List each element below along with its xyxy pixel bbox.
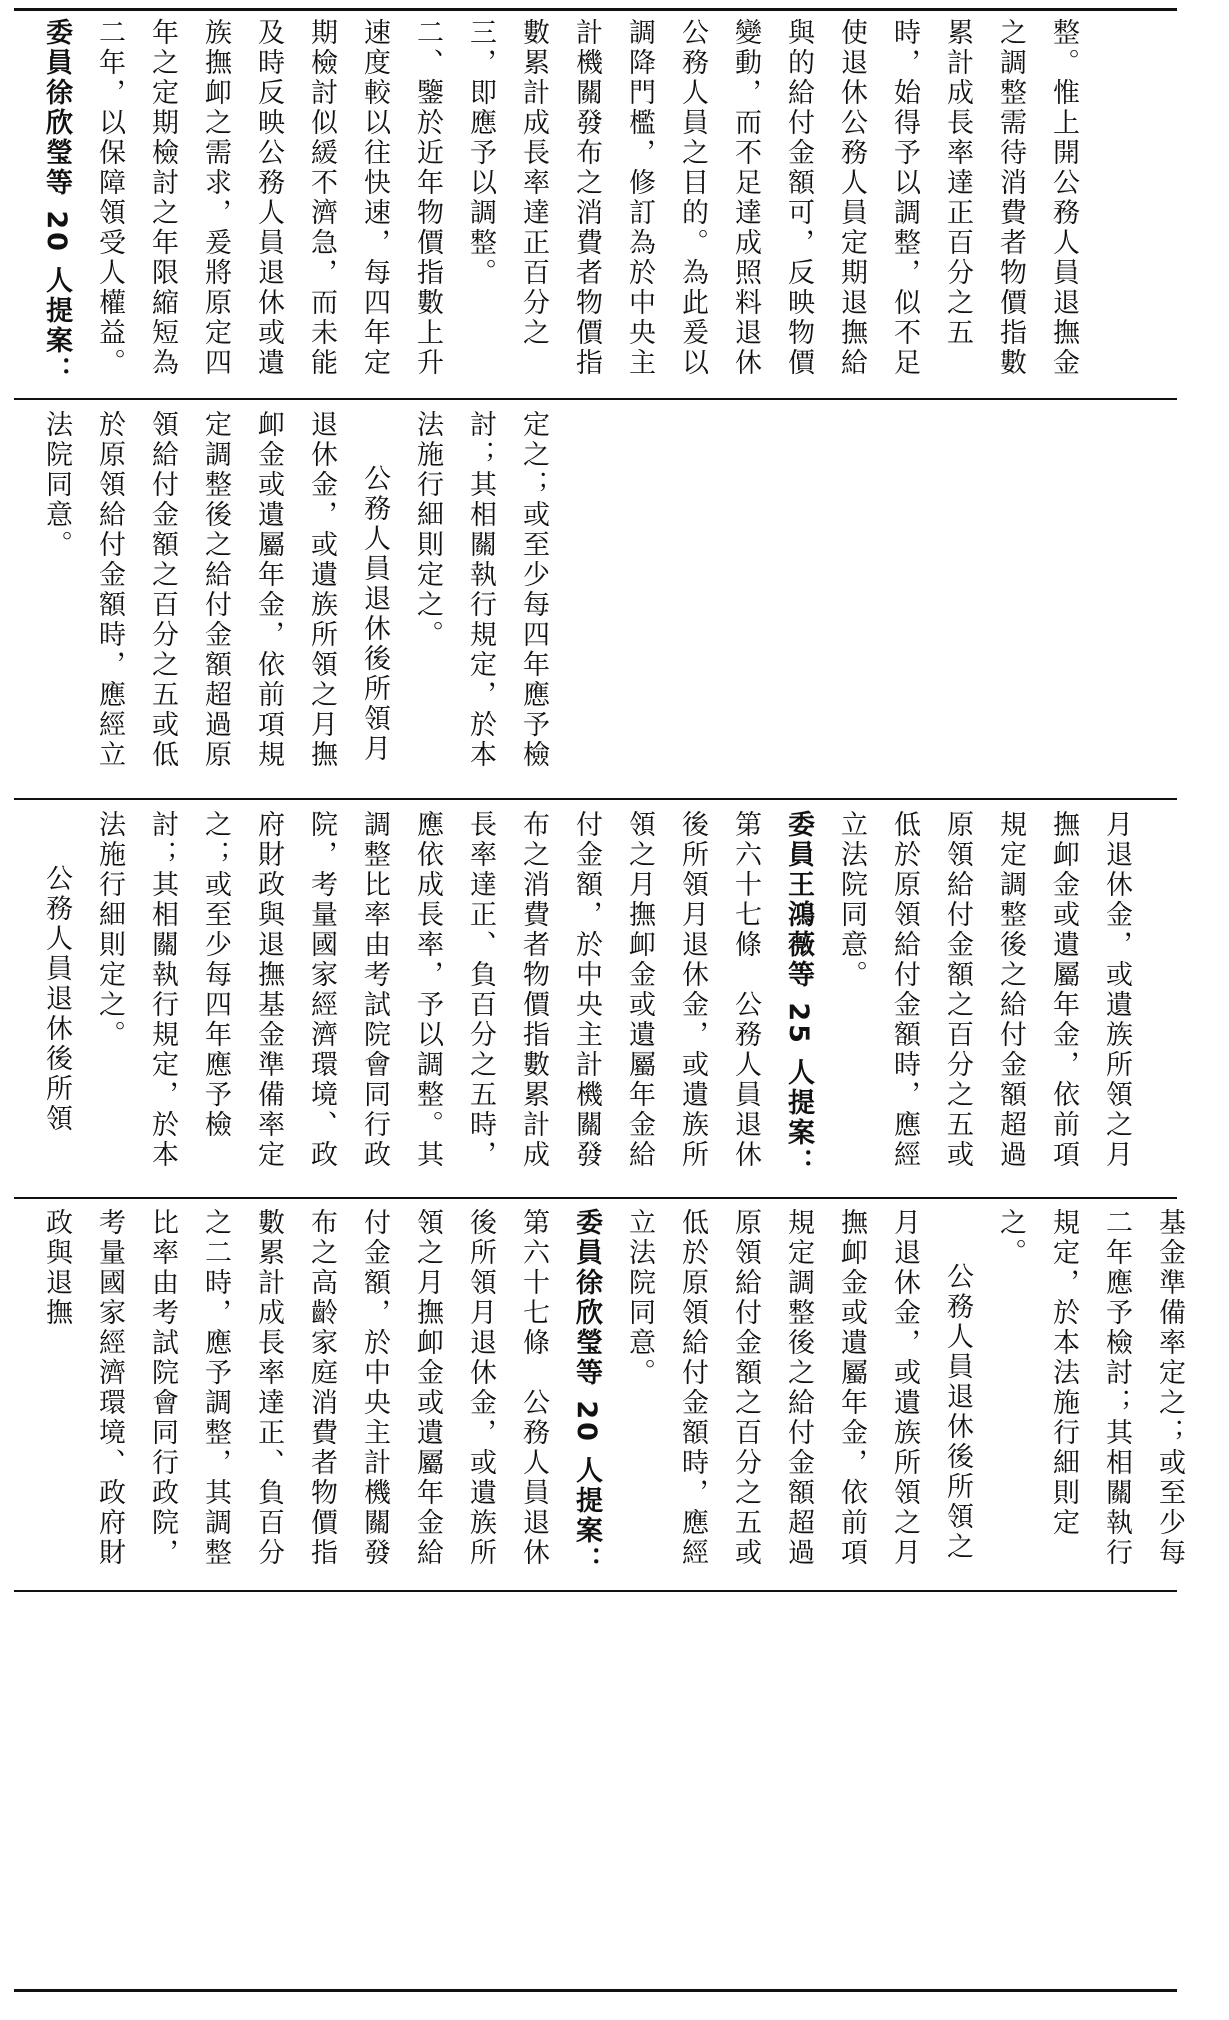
paragraph: 委員徐欣瑩等 20 人提案： (571, 1208, 602, 1577)
paragraph: 委員徐欣瑩等 20 人提案： (41, 18, 72, 387)
block-separator-1 (14, 398, 1177, 400)
paragraph: 公務人員退休後所領 (41, 864, 72, 1134)
paragraph: 基金準備率定之；或至少每二年應予檢討；其相關執行規定，於本法施行細則定之。 (995, 1208, 1185, 1568)
paragraph: 第六十七條 公務人員退休後所領月退休金，或遺族所領之月撫卹金或遺屬年金給付金額，於中央主計機關發布之高齡家庭消費者物價指數累計成長率達正、負百分之二時，應予調整，其調整比率由考試院會同行政院，考量國家經濟環境、政府財政與退撫 (41, 1208, 549, 1568)
bottom-border-rule (14, 1989, 1177, 1992)
block-3 (30, 810, 1170, 1190)
block-3-text (30, 810, 1143, 1190)
paragraph: 月退休金，或遺族所領之月撫卹金或遺屬年金，依前項規定調整後之給付金額超過原領給付金額之百分之五或低於原領給付金額時，應經立法院同意。 (836, 810, 1132, 1170)
top-border-rule (14, 8, 1177, 11)
paragraph: 二、鑒於近年物價指數上升速度較以往快速，每四年定期檢討似緩不濟急，而未能及時反映公務人員退休或遺族撫卹之需求，爰將原定四年之定期檢討之年限縮短為二年，以保障領受人權益。 (94, 18, 443, 378)
block-4 (30, 1208, 1185, 1583)
block-2 (30, 410, 1170, 790)
paragraph: 委員王鴻薇等 25 人提案： (783, 810, 814, 1179)
top-section-bottom-rule (14, 1590, 1177, 1592)
block-1-text (30, 18, 1090, 390)
paragraph: 公務人員退休後所領之月退休金，或遺族所領之月撫卹金或遺屬年金，依前項規定調整後之給付金額超過原領給付金額之百分之五或低於原領給付金額時，應經立法院同意。 (624, 1208, 973, 1568)
paragraph: 整。惟上開公務人員退撫金之調整需待消費者物價指數累計成長率達正百分之五時，始得予以調整，似不足使退休公務人員定期退撫給與的給付金額可，反映物價變動，而不足達成照料退休公務人員之目的。為此爰以調降門檻，修訂為於中央主計機關發布之消費者物價指數累計成長率達正百分之三，即應予以調整。 (465, 18, 1079, 378)
paragraph: 定之；或至少每四年應予檢討；其相關執行規定，於本法施行細則定之。 (412, 410, 549, 770)
block-separator-2 (14, 798, 1177, 800)
block-4-text (30, 1208, 1196, 1583)
paragraph: 公務人員退休後所領月退休金，或遺族所領之月撫卹金或遺屬年金，依前項規定調整後之給付金額超過原領給付金額之百分之五或低於原領給付金額時，應經立法院同意。 (41, 410, 390, 770)
block-2-text (30, 410, 560, 790)
paragraph: 第六十七條 公務人員退休後所領月退休金，或遺族所領之月撫卹金或遺屬年金給付金額，於中央主計機關發布之消費者物價指數累計成長率達正、負百分之五時，應依成長率，予以調整。其調整比率由考試院會同行政院，考量國家經濟環境、政府財政與退撫基金準備率定之；或至少每四年應予檢討；其相關執行規定，於本法施行細則定之。 (94, 810, 761, 1170)
block-separator-3 (14, 1197, 1177, 1199)
block-1 (30, 18, 1170, 390)
